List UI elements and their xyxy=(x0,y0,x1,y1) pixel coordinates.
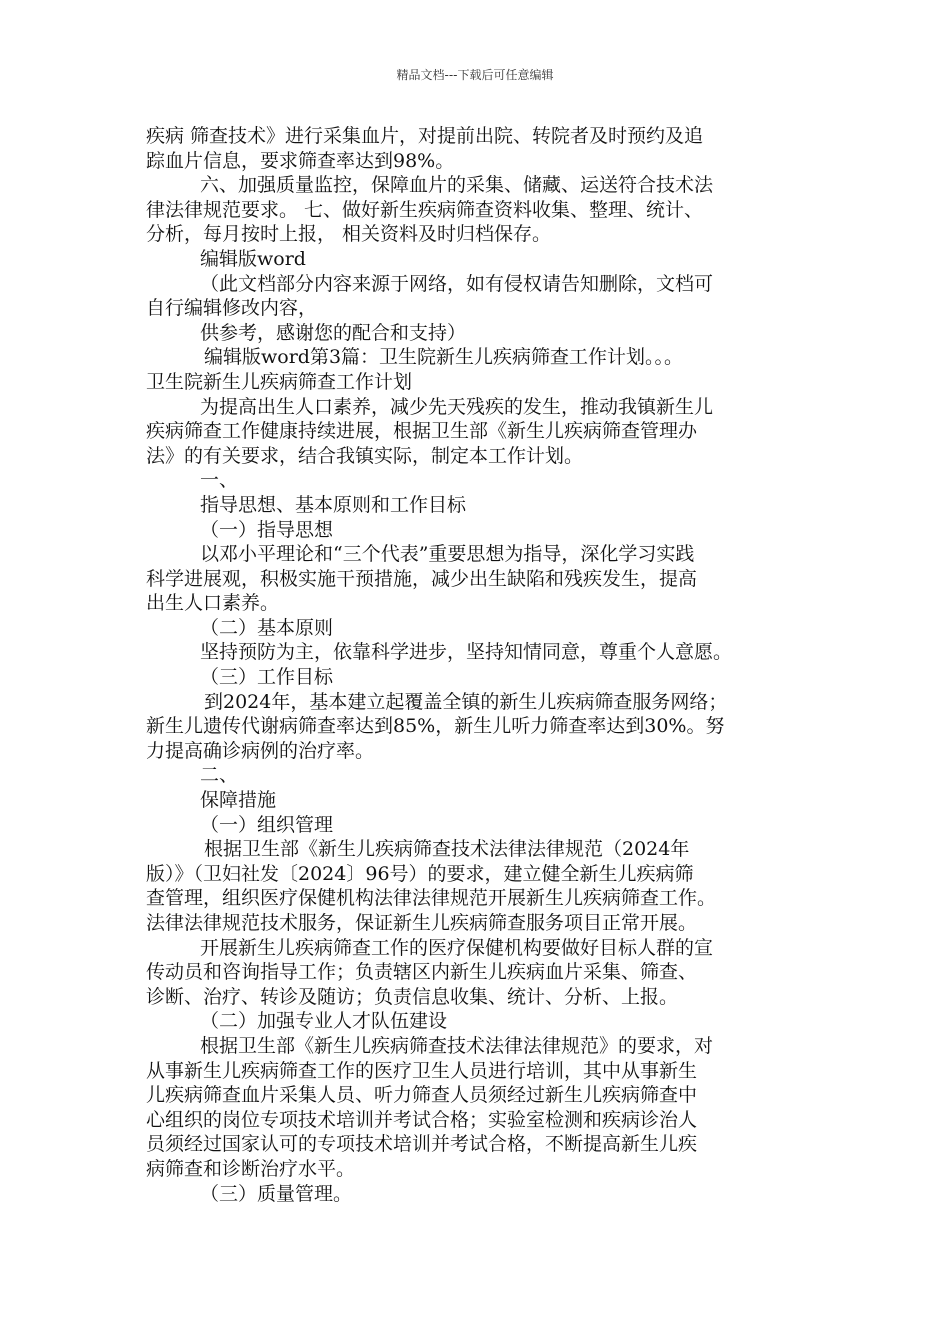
text-line: 自行编辑修改内容， xyxy=(146,297,318,320)
text-line: 心组织的岗位专项技术培训并考试合格；实验室检测和疾病诊治人 xyxy=(146,1108,698,1131)
text-line: 诊断、治疗、转诊及随访；负责信息收集、统计、分析、上报。 xyxy=(146,985,679,1008)
text-line: （一）组织管理 xyxy=(200,813,334,836)
text-line: 传动员和咨询指导工作；负责辖区内新生儿疾病血片采集、筛查、 xyxy=(146,961,698,984)
page-header: 精品文档---下载后可任意编辑 xyxy=(396,68,554,82)
text-line: （二）加强专业人才队伍建设 xyxy=(200,1010,448,1033)
text-line: 一、 xyxy=(200,469,239,492)
text-line: 出生人口素养。 xyxy=(146,592,280,615)
text-line: 二、 xyxy=(200,764,239,787)
text-line: 为提高出生人口素养，减少先天残疾的发生，推动我镇新生儿 xyxy=(200,395,714,418)
text-line: 开展新生儿疾病筛查工作的医疗保健机构要做好目标人群的宣 xyxy=(200,936,714,959)
text-line: 疾病筛查工作健康持续进展，根据卫生部《新生儿疾病筛查管理办 xyxy=(146,420,698,443)
text-line: （一）指导思想 xyxy=(200,518,334,541)
text-line: （二）基本原则 xyxy=(200,616,334,639)
text-line: 版）》（卫妇社发〔2024〕96号）的要求，建立健全新生儿疾病筛 xyxy=(146,862,694,885)
text-line: 坚持预防为主，依靠科学进步，坚持知情同意，尊重个人意愿。 xyxy=(200,641,733,664)
text-line: 病筛查和诊断治疗水平。 xyxy=(146,1157,356,1180)
text-line: 指导思想、基本原则和工作目标 xyxy=(200,493,467,516)
text-line: 编辑版word xyxy=(200,247,306,270)
text-line: 法》的有关要求，结合我镇实际，制定本工作计划。 xyxy=(146,444,584,467)
text-line: （三）工作目标 xyxy=(200,666,334,689)
text-line: 根据卫生部《新生儿疾病筛查技术法律法律规范（2024年 xyxy=(204,838,690,861)
text-line: 根据卫生部《新生儿疾病筛查技术法律法律规范》的要求，对 xyxy=(200,1034,714,1057)
text-line: 分析，每月按时上报， 相关资料及时归档保存。 xyxy=(146,223,552,246)
text-line: 疾病 筛查技术》进行采集血片，对提前出院、转院者及时预约及追 xyxy=(146,125,704,147)
text-line: 编辑版word第3篇：卫生院新生儿疾病筛查工作计划。。。 xyxy=(204,346,684,369)
text-line: 法律法律规范技术服务，保证新生儿疾病筛查服务项目正常开展。 xyxy=(146,912,698,934)
text-line: 保障措施 xyxy=(200,789,277,812)
document-body xyxy=(146,124,814,1206)
text-line: 查管理，组织医疗保健机构法律法律规范开展新生儿疾病筛查工作。 xyxy=(146,887,717,910)
text-line: 力提高确诊病例的治疗率。 xyxy=(146,739,375,762)
text-line: 以邓小平理论和“三个代表”重要思想为指导，深化学习实践 xyxy=(200,543,695,566)
text-line: 六、加强质量监控，保障血片的采集、储藏、运送符合技术法 xyxy=(200,174,714,197)
text-line: 供参考，感谢您的配合和支持） xyxy=(200,321,467,344)
text-line: 踪血片信息，要求筛查率达到98%。 xyxy=(146,149,455,172)
text-line: 员须经过国家认可的专项技术培训并考试合格，不断提高新生儿疾 xyxy=(146,1133,698,1156)
text-line: 律法律规范要求。 七、做好新生疾病筛查资料收集、整理、统计、 xyxy=(146,198,704,221)
text-line: 从事新生儿疾病筛查工作的医疗卫生人员进行培训，其中从事新生 xyxy=(146,1059,698,1082)
text-line: 新生儿遗传代谢病筛查率达到85%，新生儿听力筛查率达到30%。努 xyxy=(146,715,725,738)
text-line: 儿疾病筛查血片采集人员、听力筛查人员须经过新生儿疾病筛查中 xyxy=(146,1084,698,1107)
text-line: 到2024年，基本建立起覆盖全镇的新生儿疾病筛查服务网络； xyxy=(204,690,728,713)
text-line: （三）质量管理。 xyxy=(200,1182,353,1205)
text-line: 卫生院新生儿疾病筛查工作计划 xyxy=(146,370,413,393)
text-line: （此文档部分内容来源于网络，如有侵权请告知删除，文档可 xyxy=(200,272,714,295)
text-line: 科学进展观，积极实施干预措施，减少出生缺陷和残疾发生，提高 xyxy=(146,567,698,590)
